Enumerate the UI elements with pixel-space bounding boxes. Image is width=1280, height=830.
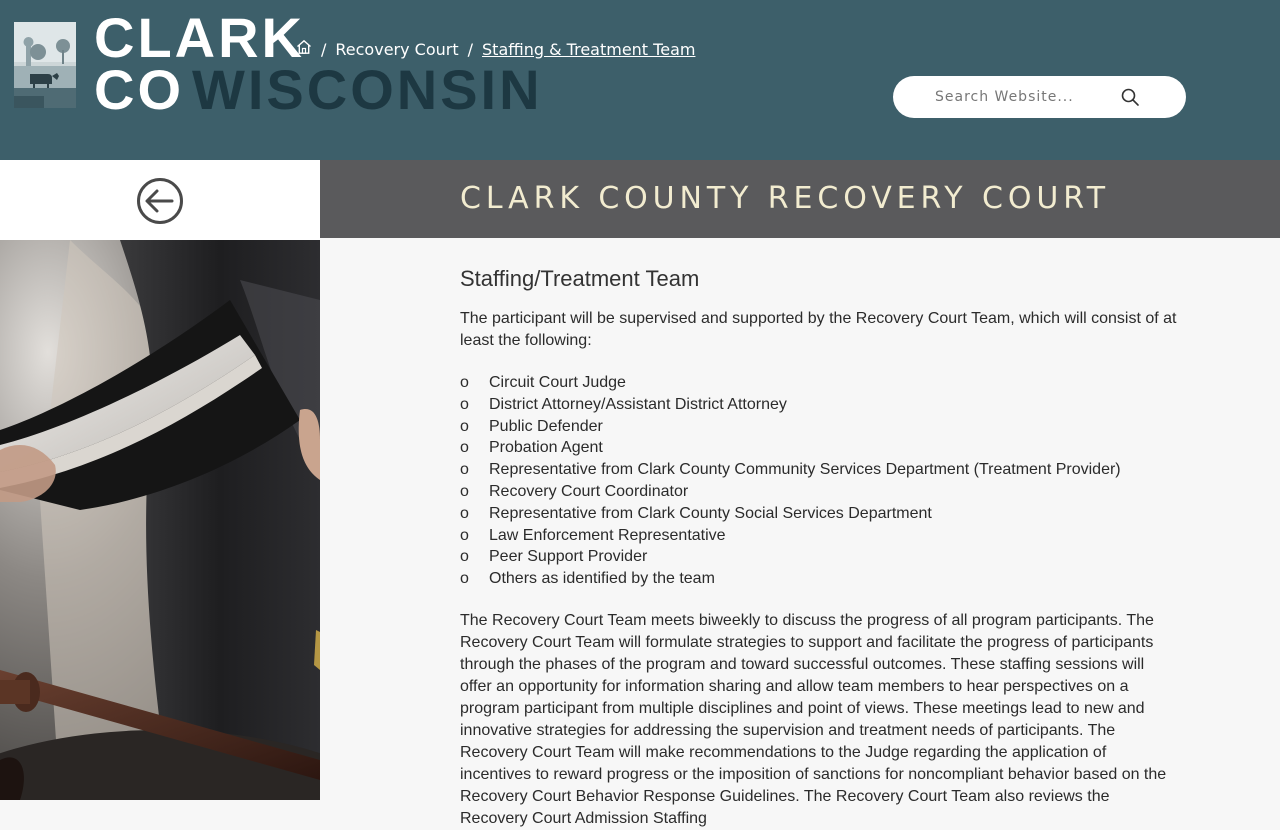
team-member-list xyxy=(460,372,1180,590)
search-input[interactable] xyxy=(935,84,1115,110)
list-item xyxy=(460,459,1180,481)
page-title: CLARK COUNTY RECOVERY COURT xyxy=(460,181,1110,216)
list-bullet: o xyxy=(460,439,469,457)
breadcrumb-home[interactable] xyxy=(296,39,312,59)
list-bullet: o xyxy=(460,526,469,544)
logo-co: CO xyxy=(94,58,184,121)
list-item-text: Peer Support Provider xyxy=(489,548,648,566)
list-item-text: Law Enforcement Representative xyxy=(489,526,726,544)
courtroom-photo xyxy=(0,240,320,800)
breadcrumb-staffing-treatment-team[interactable]: Staffing & Treatment Team xyxy=(482,39,696,59)
section-heading: Staffing/Treatment Team xyxy=(460,266,700,291)
list-item xyxy=(460,394,1180,416)
list-item-text: Public Defender xyxy=(489,417,603,435)
list-item xyxy=(460,481,1180,503)
breadcrumb-separator: / xyxy=(467,39,474,59)
breadcrumb-recovery-court[interactable]: Recovery Court xyxy=(335,39,459,59)
list-bullet: o xyxy=(460,461,469,479)
list-item-text: Representative from Clark County Social Services Department xyxy=(489,504,932,522)
list-item xyxy=(460,372,1180,394)
search-box xyxy=(893,76,1186,118)
list-bullet: o xyxy=(460,374,469,391)
site-header xyxy=(0,0,1280,160)
breadcrumb-separator: / xyxy=(321,39,327,59)
list-item xyxy=(460,416,1180,438)
logo-clark: CLARK xyxy=(94,6,305,69)
list-item-text: Probation Agent xyxy=(489,439,603,457)
breadcrumb xyxy=(296,37,695,61)
list-item-text: Circuit Court Judge xyxy=(489,374,626,391)
search-icon[interactable] xyxy=(1120,87,1140,107)
logo-wisconsin: WISCONSIN xyxy=(192,58,543,121)
list-item xyxy=(460,568,1180,590)
intro-paragraph: The participant will be supervised and supported by the Recovery Court Team, which will consist of at least the following: xyxy=(460,310,1177,349)
list-bullet: o xyxy=(460,570,469,588)
list-bullet: o xyxy=(460,395,469,413)
list-bullet: o xyxy=(460,482,469,500)
home-icon xyxy=(296,39,312,55)
list-bullet: o xyxy=(460,504,469,522)
arrow-left-circle-icon[interactable] xyxy=(136,177,184,225)
list-item xyxy=(460,437,1180,459)
list-item xyxy=(460,503,1180,525)
list-item xyxy=(460,525,1180,547)
county-logo-icon[interactable] xyxy=(14,22,76,108)
body-paragraph: The Recovery Court Team meets biweekly to discuss the progress of all program participants. The Recovery Court Team will formulate strategies to support and facilitate the progress of participants through the phases of the program and toward successful outcomes. These staffing sessions will offer an opportunity for information sharing and allow team members to hear perspectives on a program participant from multiple disciplines and point of views. These meetings lead to new and innovative strategies for addressing the supervision and treatment needs of participants. The Recovery Court Team will make recommendations to the Judge regarding the application of incentives to reward progress or the imposition of sanctions for noncompliant behavior based on the Recovery Court Behavior Response Guidelines. The Recovery Court Team also reviews the Recovery Court Admission Staffing xyxy=(460,611,1167,827)
list-bullet: o xyxy=(460,548,469,566)
list-item-text: Representative from Clark County Community Services Department (Treatment Provider) xyxy=(489,461,1121,479)
list-bullet: o xyxy=(460,417,469,435)
page-title-bar xyxy=(320,160,1280,238)
list-item xyxy=(460,546,1180,568)
logo-co-wisconsin xyxy=(94,60,543,120)
list-item-text: District Attorney/Assistant District Attorney xyxy=(489,395,787,413)
list-item-text: Others as identified by the team xyxy=(489,570,715,588)
list-item-text: Recovery Court Coordinator xyxy=(489,482,689,500)
main-content xyxy=(460,264,1180,830)
